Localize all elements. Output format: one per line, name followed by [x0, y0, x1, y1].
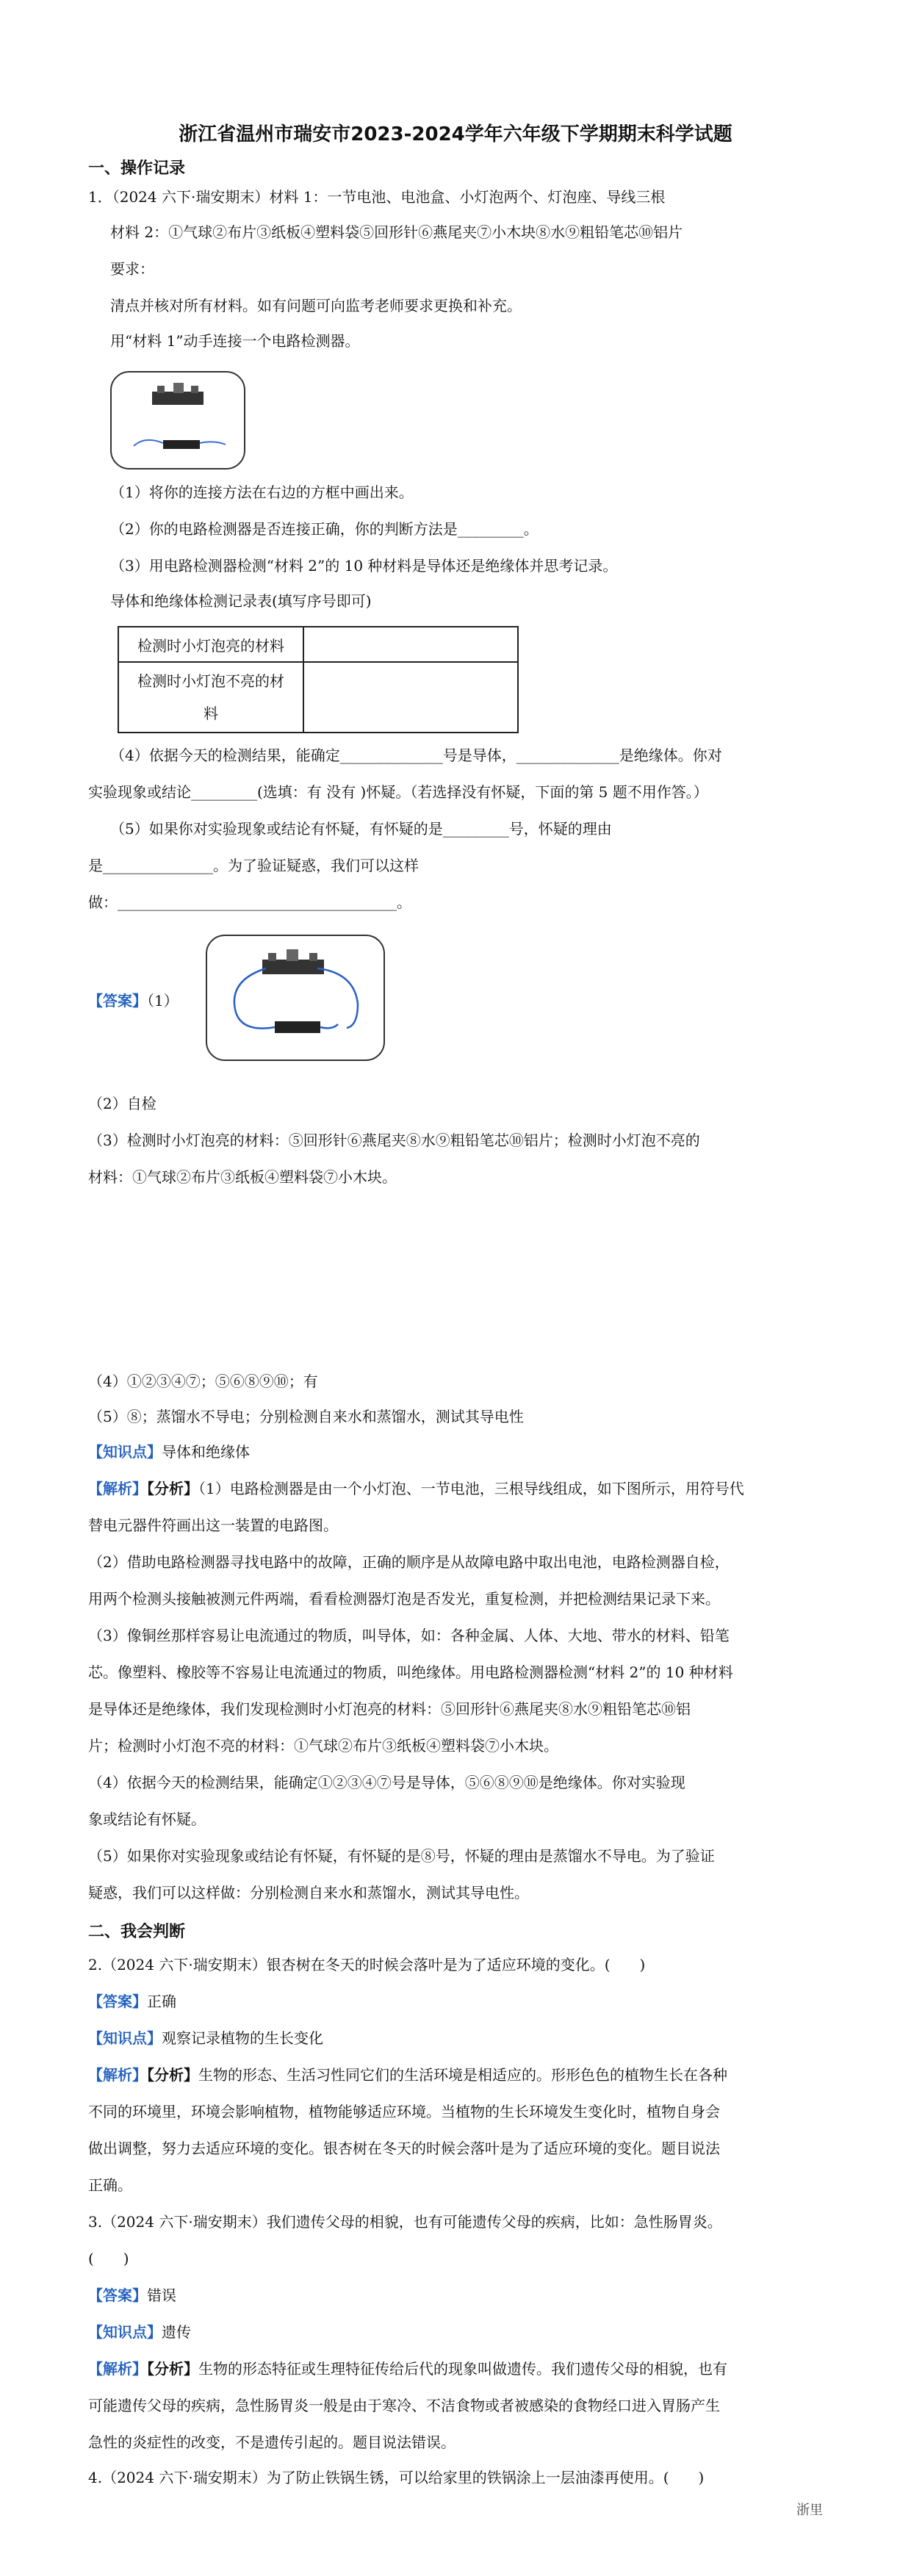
table-row-label [118, 662, 303, 733]
q1-sub4-line1: （4）依据今天的检测结果，能确定______________号是导体，______________是绝缘体。你对 [110, 746, 722, 764]
analysis-1-line10: 象或结论有怀疑。 [88, 1810, 206, 1828]
q1-sub3: （3）用电路检测器检测“材料 2”的 10 种材料是导体还是绝缘体并思考记录。 [110, 557, 618, 575]
answer-2 [88, 1990, 176, 2013]
answer-sub-number: （1） [147, 992, 179, 1010]
analysis-2-line3: 做出调整，努力去适应环境的变化。银杏树在冬天的时候会落叶是为了适应环境的变化。题目说法 [88, 2140, 720, 2157]
knowledge-point-tag: 【知识点】 [88, 2029, 162, 2047]
analysis-1-line12: 疑惑，我们可以这样做：分别检测自来水和蒸馏水，测试其导电性。 [88, 1884, 529, 1902]
q3-text-line2: ( ) [88, 2250, 129, 2267]
analysis-2-line1 [88, 2063, 727, 2087]
analysis-text: 生物的形态、生活习性同它们的生活环境是相适应的。形形色色的植物生长在各种 [198, 2066, 727, 2084]
q1-sub1: （1）将你的连接方法在右边的方框中画出来。 [110, 483, 414, 501]
knowledge-point-tag: 【知识点】 [88, 1443, 162, 1461]
analysis-1-line11: （5）如果你对实验现象或结论有怀疑，有怀疑的是⑧号，怀疑的理由是蒸馏水不导电。为了验证 [88, 1847, 715, 1865]
page-footer: 浙里 [796, 2503, 823, 2518]
section-heading-1: 一、操作记录 [88, 159, 186, 178]
record-table [118, 626, 519, 733]
analysis-head: 【分析】 [147, 2360, 198, 2378]
analysis-text: 生物的形态特征或生理特征传给后代的现象叫做遗传。我们遗传父母的相貌，也有 [198, 2360, 727, 2378]
circuit-photo-answer [206, 935, 385, 1061]
answer-3 [88, 2284, 176, 2307]
answer-1-label [88, 989, 179, 1012]
analysis-1-line2: 替电元器件符画出这一装置的电路图。 [88, 1517, 338, 1534]
analysis-1-line3: （2）借助电路检测器寻找电路中的故障，正确的顺序是从故障电路中取出电池，电路检测器自检， [88, 1553, 730, 1571]
table-answer-cell[interactable] [303, 627, 518, 662]
analysis-1-line4: 用两个检测头接触被测元件两端，看看检测器灯泡是否发光，重复检测，并把检测结果记录下来。 [88, 1590, 720, 1608]
table-row2-line2: 料 [204, 705, 218, 722]
answer-text: 错误 [147, 2287, 176, 2304]
table-answer-cell[interactable] [303, 662, 518, 733]
answer-tag: 【答案】 [88, 2287, 147, 2304]
q4-text: 4.（2024 六下·瑞安期末）为了防止铁锅生锈，可以给家里的铁锅涂上一层油漆再使用。( ) [88, 2469, 705, 2486]
q3-text-line1: 3.（2024 六下·瑞安期末）我们遗传父母的相貌，也有可能遗传父母的疾病，比如：急性肠胃炎。 [88, 2213, 722, 2231]
knowledge-point-text: 遗传 [162, 2323, 191, 2341]
circuit-photo-question [110, 371, 245, 469]
analysis-tag: 【解析】 [88, 2360, 147, 2378]
q1-head: 1．（2024 六下·瑞安期末）材料 1：一节电池、电池盒、小灯泡两个、灯泡座、导线三根 [88, 188, 666, 206]
analysis-3-line1 [88, 2357, 727, 2381]
table-row-label: 检测时小灯泡亮的材料 [118, 627, 303, 662]
section-heading-2: 二、我会判断 [88, 1923, 186, 1941]
knowledge-point-tag: 【知识点】 [88, 2323, 162, 2341]
q1-materials2: 材料 2：①气球②布片③纸板④塑料袋⑤回形针⑥燕尾夹⑦小木块⑧水⑨粗铅笔芯⑩铝片 [110, 223, 683, 241]
q2-text: 2.（2024 六下·瑞安期末）银杏树在冬天的时候会落叶是为了适应环境的变化。( ) [88, 1956, 646, 1974]
analysis-3-line3: 急性的炎症性的改变，不是遗传引起的。题目说法错误。 [88, 2433, 455, 2451]
knowledge-point-2 [88, 2026, 323, 2050]
knowledge-point-text: 导体和绝缘体 [162, 1443, 250, 1461]
analysis-3-line2: 可能遗传父母的疾病，急性肠胃炎一般是由于寒冷、不洁食物或者被感染的食物经口进入胃肠产生 [88, 2397, 720, 2414]
table-row2-line1: 检测时小灯泡不亮的材 [137, 672, 284, 690]
analysis-head: 【分析】 [147, 1480, 198, 1497]
answer-1-sub5: （5）⑧；蒸馏水不导电；分别检测自来水和蒸馏水，测试其导电性 [88, 1408, 524, 1425]
knowledge-point-3 [88, 2320, 191, 2344]
answer-1-sub2: （2）自检 [88, 1095, 156, 1112]
knowledge-point-1 [88, 1440, 250, 1464]
analysis-text: （1）电路检测器是由一个小灯泡、一节电池，三根导线组成，如下图所示，用符号代 [198, 1480, 744, 1497]
q1-requirement-2: 用“材料 1”动手连接一个电路检测器。 [110, 332, 360, 350]
page-title: 浙江省温州市瑞安市2023-2024学年六年级下学期期末科学试题 [179, 123, 732, 145]
analysis-1-line1 [88, 1477, 744, 1500]
analysis-1-line5: （3）像铜丝那样容易让电流通过的物质，叫导体，如：各种金属、人体、大地、带水的材料、铅笔 [88, 1627, 730, 1644]
answer-tag: 【答案】 [88, 1993, 147, 2010]
q1-requirements-label: 要求： [110, 260, 154, 278]
analysis-1-line9: （4）依据今天的检测结果，能确定①②③④⑦号是导体，⑤⑥⑧⑨⑩是绝缘体。你对实验现 [88, 1774, 685, 1791]
q1-sub5-line3: 做：______________________________________。 [88, 893, 411, 911]
analysis-1-line7: 是导体还是绝缘体，我们发现检测时小灯泡亮的材料：⑤回形针⑥燕尾夹⑧水⑨粗铅笔芯⑩铝 [88, 1700, 691, 1718]
analysis-1-line6: 芯。像塑料、橡胶等不容易让电流通过的物质，叫绝缘体。用电路检测器检测“材料 2”的 10 种材料 [88, 1663, 733, 1681]
answer-1-sub3-line2: 材料：①气球②布片③纸板④塑料袋⑦小木块。 [88, 1168, 397, 1186]
analysis-2-line2: 不同的环境里，环境会影响植物，植物能够适应环境。当植物的生长环境发生变化时，植物自身会 [88, 2103, 720, 2120]
answer-1-sub4: （4）①②③④⑦；⑤⑥⑧⑨⑩；有 [88, 1372, 318, 1390]
q1-table-caption: 导体和绝缘体检测记录表(填写序号即可) [110, 592, 372, 610]
q1-sub4-line2: 实验现象或结论_________(选填：有 没有 )怀疑。（若选择没有怀疑，下面的第 5 题不用作答。） [88, 783, 708, 801]
answer-1-sub3-line1: （3）检测时小灯泡亮的材料：⑤回形针⑥燕尾夹⑧水⑨粗铅笔芯⑩铝片；检测时小灯泡不亮的 [88, 1132, 700, 1149]
analysis-1-line8: 片；检测时小灯泡不亮的材料：①气球②布片③纸板④塑料袋⑦小木块。 [88, 1737, 558, 1755]
analysis-head: 【分析】 [147, 2066, 198, 2084]
knowledge-point-text: 观察记录植物的生长变化 [162, 2029, 323, 2047]
q1-requirement-1: 清点并核对所有材料。如有问题可向监考老师要求更换和补充。 [110, 297, 522, 314]
q1-sub5-line2: 是_______________。为了验证疑惑，我们可以这样 [88, 857, 419, 874]
answer-text: 正确 [147, 1993, 176, 2010]
analysis-tag: 【解析】 [88, 2066, 147, 2084]
q1-sub2: （2）你的电路检测器是否连接正确，你的判断方法是_________。 [110, 520, 539, 538]
answer-tag: 【答案】 [88, 992, 147, 1010]
analysis-tag: 【解析】 [88, 1480, 147, 1497]
analysis-2-line4: 正确。 [88, 2176, 132, 2194]
q1-sub5-line1: （5）如果你对实验现象或结论有怀疑，有怀疑的是_________号，怀疑的理由 [110, 820, 612, 838]
